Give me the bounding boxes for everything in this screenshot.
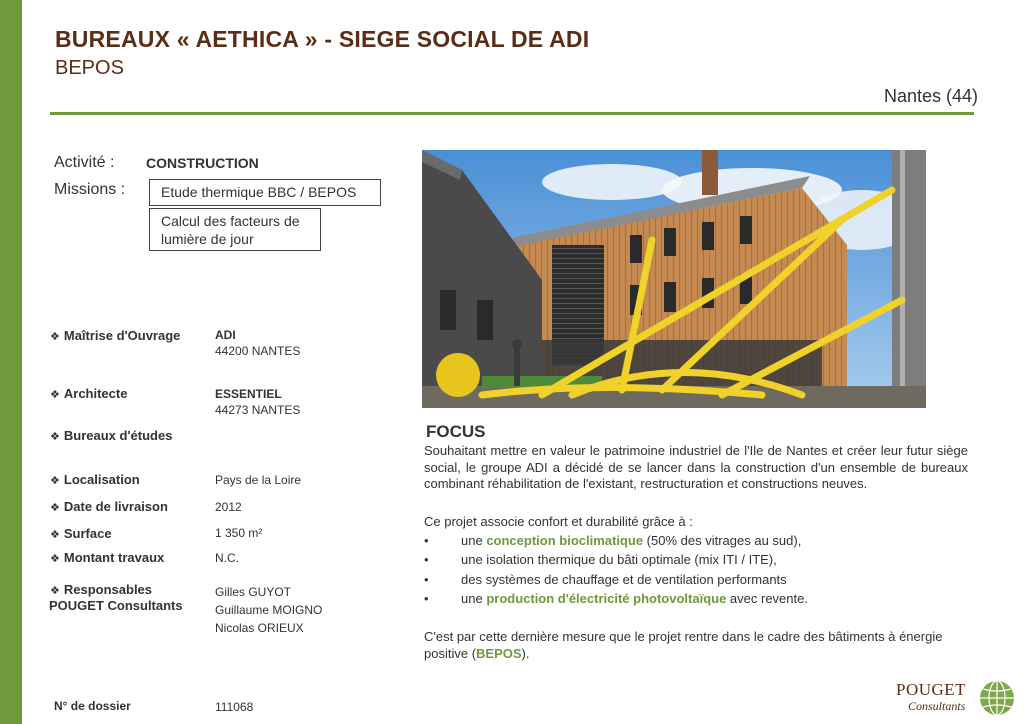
diamond-bullet-icon: ❖ [50, 331, 60, 343]
detail-livraison-label: ❖ Date de livraison [50, 499, 168, 514]
responsable-name: Guillaume MOIGNO [215, 603, 323, 617]
diamond-bullet-icon: ❖ [50, 502, 60, 514]
logo-subtitle: Consultants [908, 699, 966, 713]
detail-localisation-value: Pays de la Loire [215, 473, 302, 487]
building-photo [422, 150, 926, 408]
detail-montant-label: ❖ Montant travaux [50, 550, 165, 565]
mission-box-daylight: Calcul des facteurs de lumière de jour [149, 208, 321, 251]
focus-paragraph: Souhaitant mettre en valeur le patrimoine industriel de l'Ile de Nantes et créer leur futur siège social, le groupe ADI a décidé de se lancer dans la construction d'un ensemble de bureaux combinant réhabilitation de l'existant, restructuration et constructions neuves. [424, 443, 968, 491]
header-divider [50, 112, 974, 115]
diamond-bullet-icon: ❖ [50, 431, 60, 443]
bullet-dot-icon: • [424, 590, 429, 606]
dossier-value: 111068 [215, 700, 254, 714]
pouget-consultants-logo [896, 678, 1020, 718]
detail-architecte-value: ESSENTIEL 44273 NANTES [215, 387, 301, 417]
diamond-bullet-icon: ❖ [50, 585, 60, 597]
list-item: • une isolation thermique du bâti optimale (mix ITI / ITE), [424, 552, 777, 568]
detail-localisation-label: ❖ Localisation [50, 472, 140, 487]
detail-responsables-label: ❖ Responsables [50, 582, 153, 597]
activity-value: CONSTRUCTION [146, 155, 259, 171]
focus-bullet-list [424, 533, 984, 610]
city-label: Nantes (44) [883, 86, 978, 106]
detail-bureaux-label: ❖ Bureaux d'études [50, 428, 173, 443]
responsable-name: Nicolas ORIEUX [215, 621, 304, 635]
activity-label: Activité : [54, 154, 115, 171]
list-item: • une conception bioclimatique (50% des vitrages au sud), [424, 533, 802, 548]
list-item: • des systèmes de chauffage et de ventilation performants [424, 571, 787, 587]
detail-surface-label: ❖ Surface [50, 526, 112, 541]
diamond-bullet-icon: ❖ [50, 529, 60, 541]
responsable-name: Gilles GUYOT [215, 585, 292, 599]
detail-maitrise-label: ❖ Maîtrise d'Ouvrage [50, 328, 181, 343]
focus-intro: Ce projet associe confort et durabilité grâce à : [424, 514, 693, 529]
detail-maitrise-value: ADI 44200 NANTES [215, 328, 301, 358]
missions-label: Missions : [54, 181, 126, 198]
mission-box-thermal: Etude thermique BBC / BEPOS [149, 179, 381, 206]
globe-icon [978, 679, 1016, 717]
focus-conclusion: C'est par cette dernière mesure que le projet rentre dans le cadre des bâtiments à énergie positive (BEPOS). [424, 629, 943, 661]
dossier-label: N° de dossier [54, 699, 131, 713]
detail-livraison-value: 2012 [215, 500, 242, 514]
diamond-bullet-icon: ❖ [50, 389, 60, 401]
diamond-bullet-icon: ❖ [50, 475, 60, 487]
side-accent-bar [0, 0, 22, 724]
detail-architecte-label: ❖ Architecte [50, 386, 128, 401]
detail-responsables-people [215, 583, 322, 637]
logo-name: POUGET [896, 680, 967, 699]
bullet-dot-icon: • [424, 533, 429, 548]
bullet-dot-icon: • [424, 552, 429, 568]
detail-surface-value: 1 350 m² [215, 526, 263, 540]
diamond-bullet-icon: ❖ [50, 553, 60, 565]
page-subtitle: BEPOS [55, 57, 124, 79]
bullet-dot-icon: • [424, 571, 429, 587]
detail-montant-value: N.C. [215, 551, 239, 565]
detail-responsables-company: POUGET Consultants [49, 598, 183, 613]
focus-title: FOCUS [426, 422, 486, 441]
list-item: • une production d'électricité photovoltaïque avec revente. [424, 590, 808, 606]
page-title: BUREAUX « AETHICA » - SIEGE SOCIAL DE ADI [55, 26, 590, 52]
